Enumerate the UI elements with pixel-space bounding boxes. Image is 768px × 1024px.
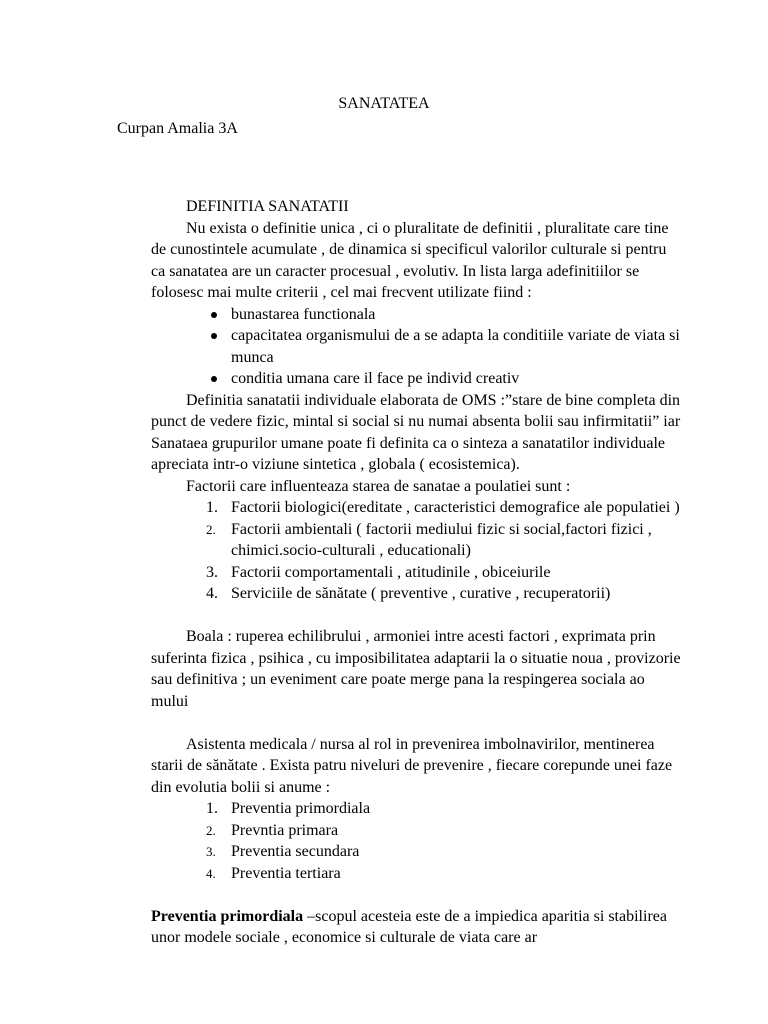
author-line: Curpan Amalia 3A: [117, 120, 238, 137]
list-item: capacitatea organismului de a se adapta la conditiile variate de viata si munca: [231, 325, 681, 368]
list-item: [206, 798, 681, 820]
paragraph-factors-intro: Factorii care influenteaza starea de sanatae a poulatiei sunt :: [186, 477, 571, 495]
section-heading: DEFINITIA SANATATII: [186, 198, 349, 215]
list-item: [206, 497, 681, 519]
prevention-levels-list: [151, 798, 681, 884]
list-item-text: Preventia tertiara: [231, 864, 341, 882]
paragraph-text: –scopul acesteia este de a impiedica aparitia si stabilirea unor modele sociale , economice si culturale de viata care ar: [151, 907, 667, 946]
list-item-text: Preventia primordiala: [231, 800, 371, 817]
list-item: [206, 519, 681, 562]
list-item-text: Prevntia primara: [231, 821, 339, 839]
list-number: 4.: [206, 585, 218, 602]
criteria-list: [151, 304, 681, 390]
list-number: 2.: [206, 822, 216, 838]
list-item-text: Factorii biologici(ereditate , caracteristici demografice ale populatiei ): [231, 499, 680, 516]
document-body: [151, 196, 681, 949]
list-item: [206, 562, 681, 584]
list-number: 3.: [206, 563, 218, 581]
list-item: [206, 820, 681, 842]
list-item: bunastarea functionala: [231, 304, 681, 326]
paragraph-preventia-primordiala: [151, 906, 681, 949]
factors-list: [151, 497, 681, 605]
list-item-text: Factorii comportamentali , atitudinile , obiceiurile: [231, 563, 551, 581]
spacer: [151, 884, 681, 906]
list-item: [206, 583, 681, 605]
document-title: SANATATEA: [338, 95, 430, 112]
spacer: [151, 712, 681, 734]
paragraph-oms: Definitia sanatatii individuale elaborata de OMS :”stare de bine completa din punct de vedere fizic, mintal si social si nu numai absenta bolii sau infirmitatii” iar Sanataea grupurilor umane poate fi definita ca o sinteza a sanatatilor individuale apreciata intr-o viziune sintetica , globala ( ecosistemica).: [151, 391, 681, 473]
list-item: [206, 841, 681, 863]
paragraph-asistenta: Asistenta medicala / nursa al rol in prevenirea imbolnavirilor, mentinerea starii de sănătate . Exista patru niveluri de prevenire , fiecare corepunde unei faze din evolutia bolii si anume :: [151, 735, 673, 796]
list-number: 4.: [206, 865, 216, 881]
list-number: 2.: [206, 521, 216, 537]
list-number: 3.: [206, 844, 216, 859]
list-number: 1.: [206, 499, 218, 516]
list-item-text: Serviciile de sănătate ( preventive , curative , recuperatorii): [231, 585, 611, 602]
list-item-text: Factorii ambientali ( factorii mediului fizic si social,factori fizici , chimici.socio-culturali , educationali): [231, 520, 652, 559]
list-item: conditia umana care il face pe individ creativ: [231, 368, 681, 390]
list-number: 1.: [206, 800, 218, 817]
paragraph-boala: Boala : ruperea echilibrului , armoniei intre acesti factori , exprimata prin suferinta fizica , psihica , cu imposibilitatea adaptarii la o situatie noua , provizorie sau definitiva ; un eveniment care poate merge pana la respingerea sociala ao mului: [151, 628, 681, 710]
paragraph-definition: Nu exista o definitie unica , ci o pluralitate de definitii , pluralitate care tine de cunostintele acumulate , de dinamica si specificul valorilor culturale si pentru ca sanatatea are un caracter procesual , evolutiv. In lista larga adefinitiilor se folosesc mai multe criterii , cel mai frecvent utilizate fiind :: [151, 219, 669, 301]
spacer: [151, 605, 681, 627]
bold-term: Preventia primordiala: [151, 907, 304, 925]
list-item-text: Preventia secundara: [231, 843, 360, 860]
list-item: [206, 863, 681, 885]
